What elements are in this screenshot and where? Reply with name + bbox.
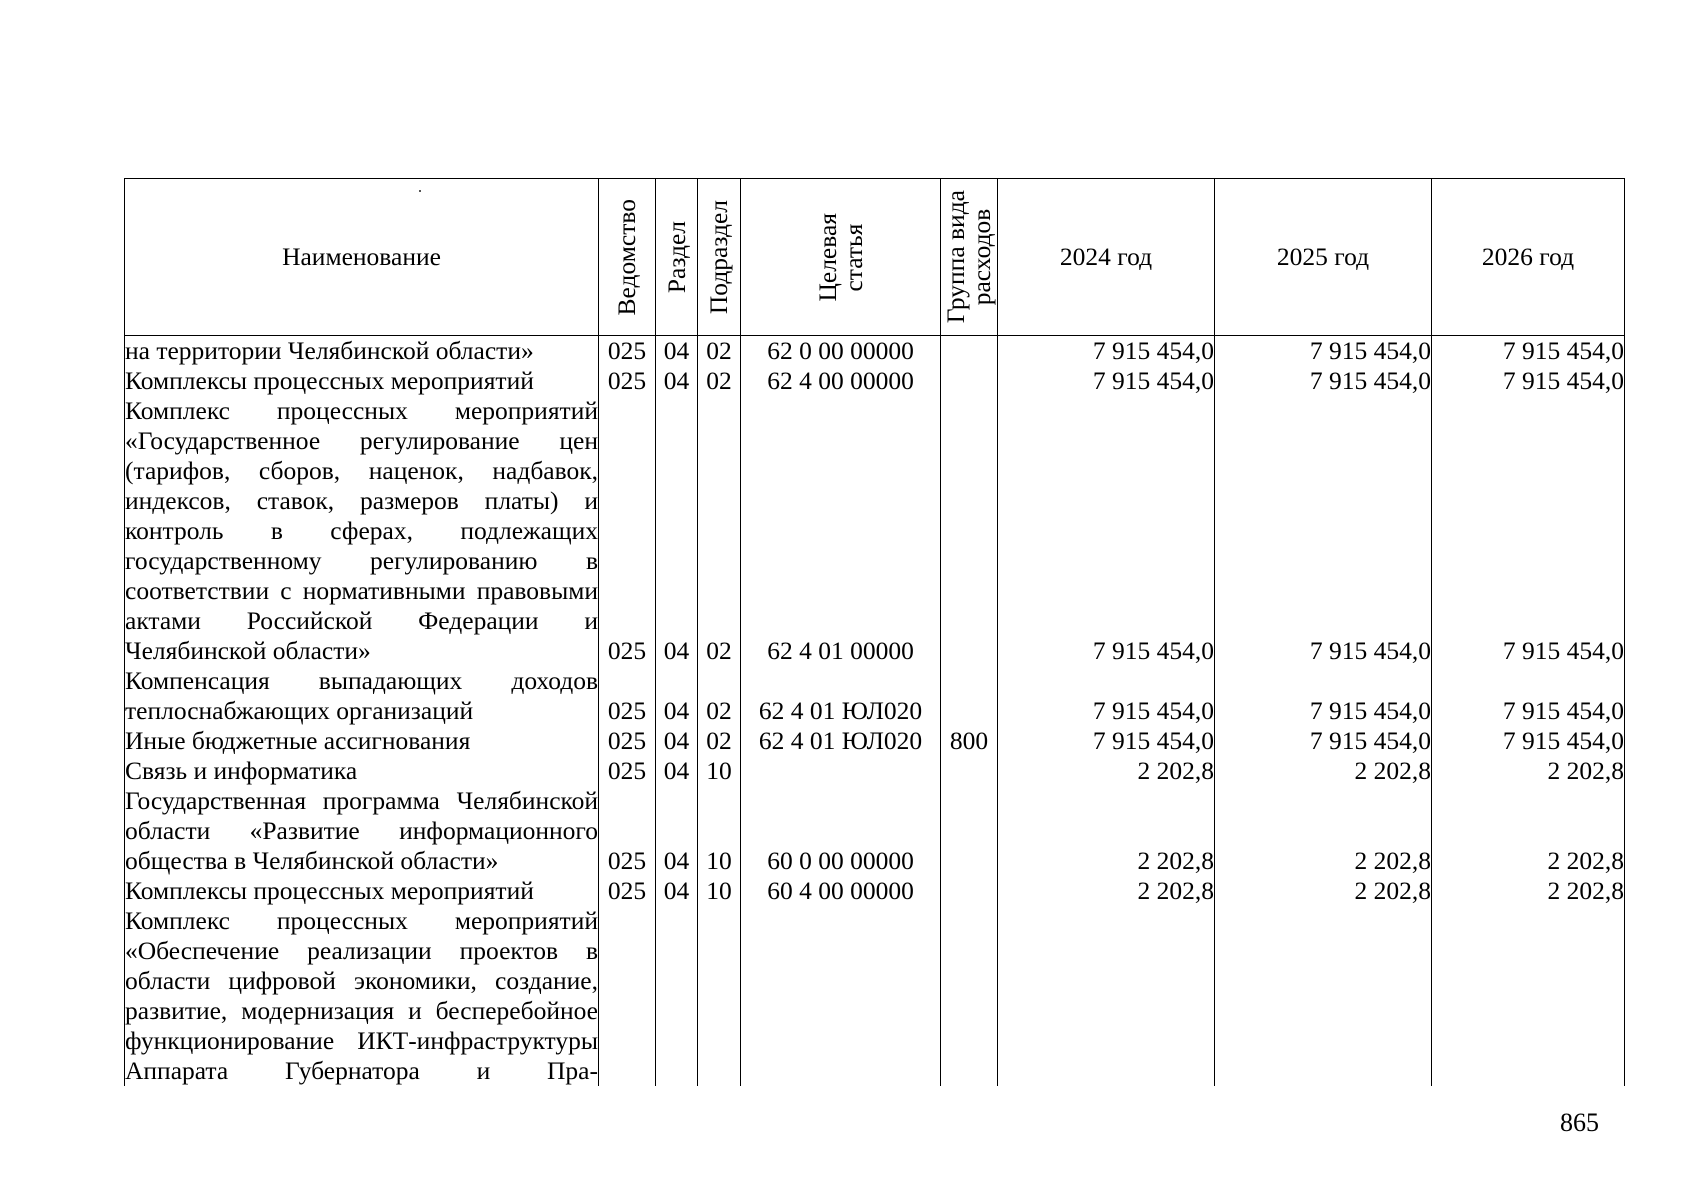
row-2024 [998, 906, 1215, 1086]
row-celevaya-statya: 60 0 00 00000 [741, 786, 941, 876]
row-razdel: 04 [656, 396, 698, 666]
row-vedomstvo: 025 [599, 336, 656, 367]
row-vid-rashodov [941, 876, 998, 906]
header-gruppa-rashodov: Группа вида расходов [941, 179, 998, 336]
row-vedomstvo: 025 [599, 666, 656, 726]
row-2026: 2 202,8 [1432, 756, 1625, 786]
row-2024: 2 202,8 [998, 876, 1215, 906]
table-row [125, 906, 1625, 1086]
row-vid-rashodov: 800 [941, 726, 998, 756]
row-celevaya-statya: 62 4 00 00000 [741, 366, 941, 396]
row-2024: 7 915 454,0 [998, 366, 1215, 396]
row-podrazdel: 10 [698, 876, 741, 906]
row-razdel: 04 [656, 336, 698, 367]
header-2026: 2026 год [1432, 179, 1625, 336]
row-name: Комплексы процессных мероприятий [125, 366, 599, 396]
row-razdel: 04 [656, 876, 698, 906]
row-2026 [1432, 906, 1625, 1086]
row-podrazdel: 02 [698, 336, 741, 367]
row-vedomstvo: 025 [599, 786, 656, 876]
row-2024: 2 202,8 [998, 756, 1215, 786]
row-name: Комплекс процессных мероприятий «Государственное регулирование цен (тарифов, сборов, наценок, надбавок, индексов, ставок, размеров платы) и контроль в сферах, подлежащих государственному регулированию в соответствии с нормативными правовыми актами Российской Федерации и Челябинской области» [125, 396, 598, 665]
row-vedomstvo: 025 [599, 726, 656, 756]
row-podrazdel [698, 906, 741, 1086]
row-podrazdel: 02 [698, 366, 741, 396]
row-name: Комплекс процессных мероприятий «Обеспечение реализации проектов в области цифровой экономики, создание, развитие, модернизация и бесперебойное функционирование ИКТ-инфраструктуры Аппарата Губернатора и Пра- [125, 906, 598, 1085]
row-2026: 2 202,8 [1432, 876, 1625, 906]
header-name: Наименование [125, 179, 599, 336]
row-vid-rashodov [941, 366, 998, 396]
row-name: Комплексы процессных мероприятий [125, 876, 599, 906]
header-razdel: Раздел [656, 179, 698, 336]
row-2026: 7 915 454,0 [1432, 726, 1625, 756]
row-2024: 7 915 454,0 [998, 336, 1215, 367]
row-name: на территории Челябинской области» [125, 336, 599, 367]
row-celevaya-statya: 62 4 01 ЮЛ020 [741, 666, 941, 726]
budget-table [124, 178, 1625, 1086]
row-celevaya-statya: 62 0 00 00000 [741, 336, 941, 367]
row-vedomstvo: 025 [599, 756, 656, 786]
row-razdel: 04 [656, 726, 698, 756]
row-vid-rashodov [941, 336, 998, 367]
row-name: Государственная программа Челябинской области «Развитие информационного общества в Челябинской области» [125, 786, 598, 875]
table-row [125, 726, 1625, 756]
row-vedomstvo: 025 [599, 396, 656, 666]
row-celevaya-statya: 62 4 01 ЮЛ020 [741, 726, 941, 756]
row-2026: 2 202,8 [1432, 786, 1625, 876]
row-podrazdel: 10 [698, 786, 741, 876]
row-2025: 2 202,8 [1215, 876, 1432, 906]
table-row [125, 366, 1625, 396]
table-row [125, 396, 1625, 666]
row-podrazdel: 02 [698, 726, 741, 756]
row-vedomstvo: 025 [599, 876, 656, 906]
row-name: Связь и информатика [125, 756, 599, 786]
row-celevaya-statya: 62 4 01 00000 [741, 396, 941, 666]
row-vid-rashodov [941, 396, 998, 666]
row-podrazdel: 02 [698, 396, 741, 666]
row-2026: 7 915 454,0 [1432, 666, 1625, 726]
row-2024: 2 202,8 [998, 786, 1215, 876]
row-2025: 7 915 454,0 [1215, 666, 1432, 726]
row-2025: 7 915 454,0 [1215, 336, 1432, 367]
row-celevaya-statya [741, 906, 941, 1086]
row-2024: 7 915 454,0 [998, 396, 1215, 666]
table-row [125, 786, 1625, 876]
row-2024: 7 915 454,0 [998, 666, 1215, 726]
row-2025: 7 915 454,0 [1215, 396, 1432, 666]
row-2025: 7 915 454,0 [1215, 366, 1432, 396]
row-vid-rashodov [941, 756, 998, 786]
table-row [125, 666, 1625, 726]
row-2024: 7 915 454,0 [998, 726, 1215, 756]
table-row [125, 756, 1625, 786]
row-2025: 7 915 454,0 [1215, 726, 1432, 756]
header-vedomstvo: Ведомство [599, 179, 656, 336]
table-header [125, 179, 1625, 336]
table-row [125, 336, 1625, 367]
header-podrazdel: Подраздел [698, 179, 741, 336]
row-celevaya-statya: 60 4 00 00000 [741, 876, 941, 906]
row-2025: 2 202,8 [1215, 786, 1432, 876]
header-2025: 2025 год [1215, 179, 1432, 336]
row-vid-rashodov [941, 666, 998, 726]
row-podrazdel: 02 [698, 666, 741, 726]
row-vedomstvo [599, 906, 656, 1086]
row-2026: 7 915 454,0 [1432, 336, 1625, 367]
row-vid-rashodov [941, 906, 998, 1086]
row-razdel: 04 [656, 786, 698, 876]
row-name: Иные бюджетные ассигнования [125, 726, 599, 756]
page-number: 865 [1560, 1108, 1599, 1137]
row-razdel: 04 [656, 756, 698, 786]
row-2026: 7 915 454,0 [1432, 396, 1625, 666]
header-celevaya-statya: Целевая статья [741, 179, 941, 336]
row-celevaya-statya [741, 756, 941, 786]
table-body [125, 336, 1625, 1087]
row-razdel: 04 [656, 666, 698, 726]
header-2024: 2024 год [998, 179, 1215, 336]
table-row [125, 876, 1625, 906]
row-2025 [1215, 906, 1432, 1086]
row-razdel [656, 906, 698, 1086]
row-razdel: 04 [656, 366, 698, 396]
row-name: Компенсация выпадающих доходов теплоснабжающих организаций [125, 666, 598, 725]
budget-table-wrapper [124, 178, 1624, 1086]
row-2026: 7 915 454,0 [1432, 366, 1625, 396]
row-vedomstvo: 025 [599, 366, 656, 396]
row-podrazdel: 10 [698, 756, 741, 786]
row-2025: 2 202,8 [1215, 756, 1432, 786]
row-vid-rashodov [941, 786, 998, 876]
